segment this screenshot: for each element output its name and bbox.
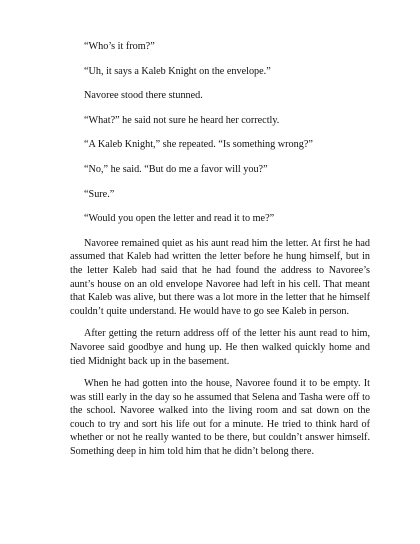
paragraph-1: “Who’s it from?” xyxy=(84,41,155,52)
paragraph-10: After getting the return address off of the letter his aunt read to him, Navoree said goodbye and hung up. He then walked quickly home and tied Midnight back up in the basement. xyxy=(70,328,370,367)
paragraph-5: “A Kaleb Knight,” she repeated. “Is something wrong?” xyxy=(84,139,313,151)
paragraph-6: “No,” he said. “But do me a favor will you?” xyxy=(84,163,268,175)
paragraph-9: Navoree remained quiet as his aunt read him the letter. At first he had assumed that Kaleb had written the letter before he hung himself, but in the letter Kaleb had said that he had found the address to Navoree’s aunt’s house on an old envelope Navoree had left in his cell. That meant that Kaleb was alive, but there was a lot more in the letter that he himself couldn’t quite understand. He would have to go see Kaleb in person. xyxy=(70,237,370,317)
paragraph-8: “Would you open the letter and read it to me?” xyxy=(84,213,275,225)
paragraph-4: “What?” he said not sure he heard her correctly. xyxy=(84,114,280,126)
paragraph-3: Navoree stood there stunned. xyxy=(84,90,203,102)
document-body xyxy=(70,40,370,468)
paragraph-11: When he had gotten into the house, Navoree found it to be empty. It was still early in the day so he assumed that Selena and Tasha were off to the school. Navoree walked into the living room and sat down on the couch to try and sort his life out for a minute. He tried to think hard of whether or not he really wanted to be there, but couldn’t answer himself. Something deep in him told him that he didn’t belong there. xyxy=(70,378,370,458)
paragraph-2: “Uh, it says a Kaleb Knight on the envelope.” xyxy=(84,65,271,77)
paragraph-7: “Sure.” xyxy=(84,188,115,200)
